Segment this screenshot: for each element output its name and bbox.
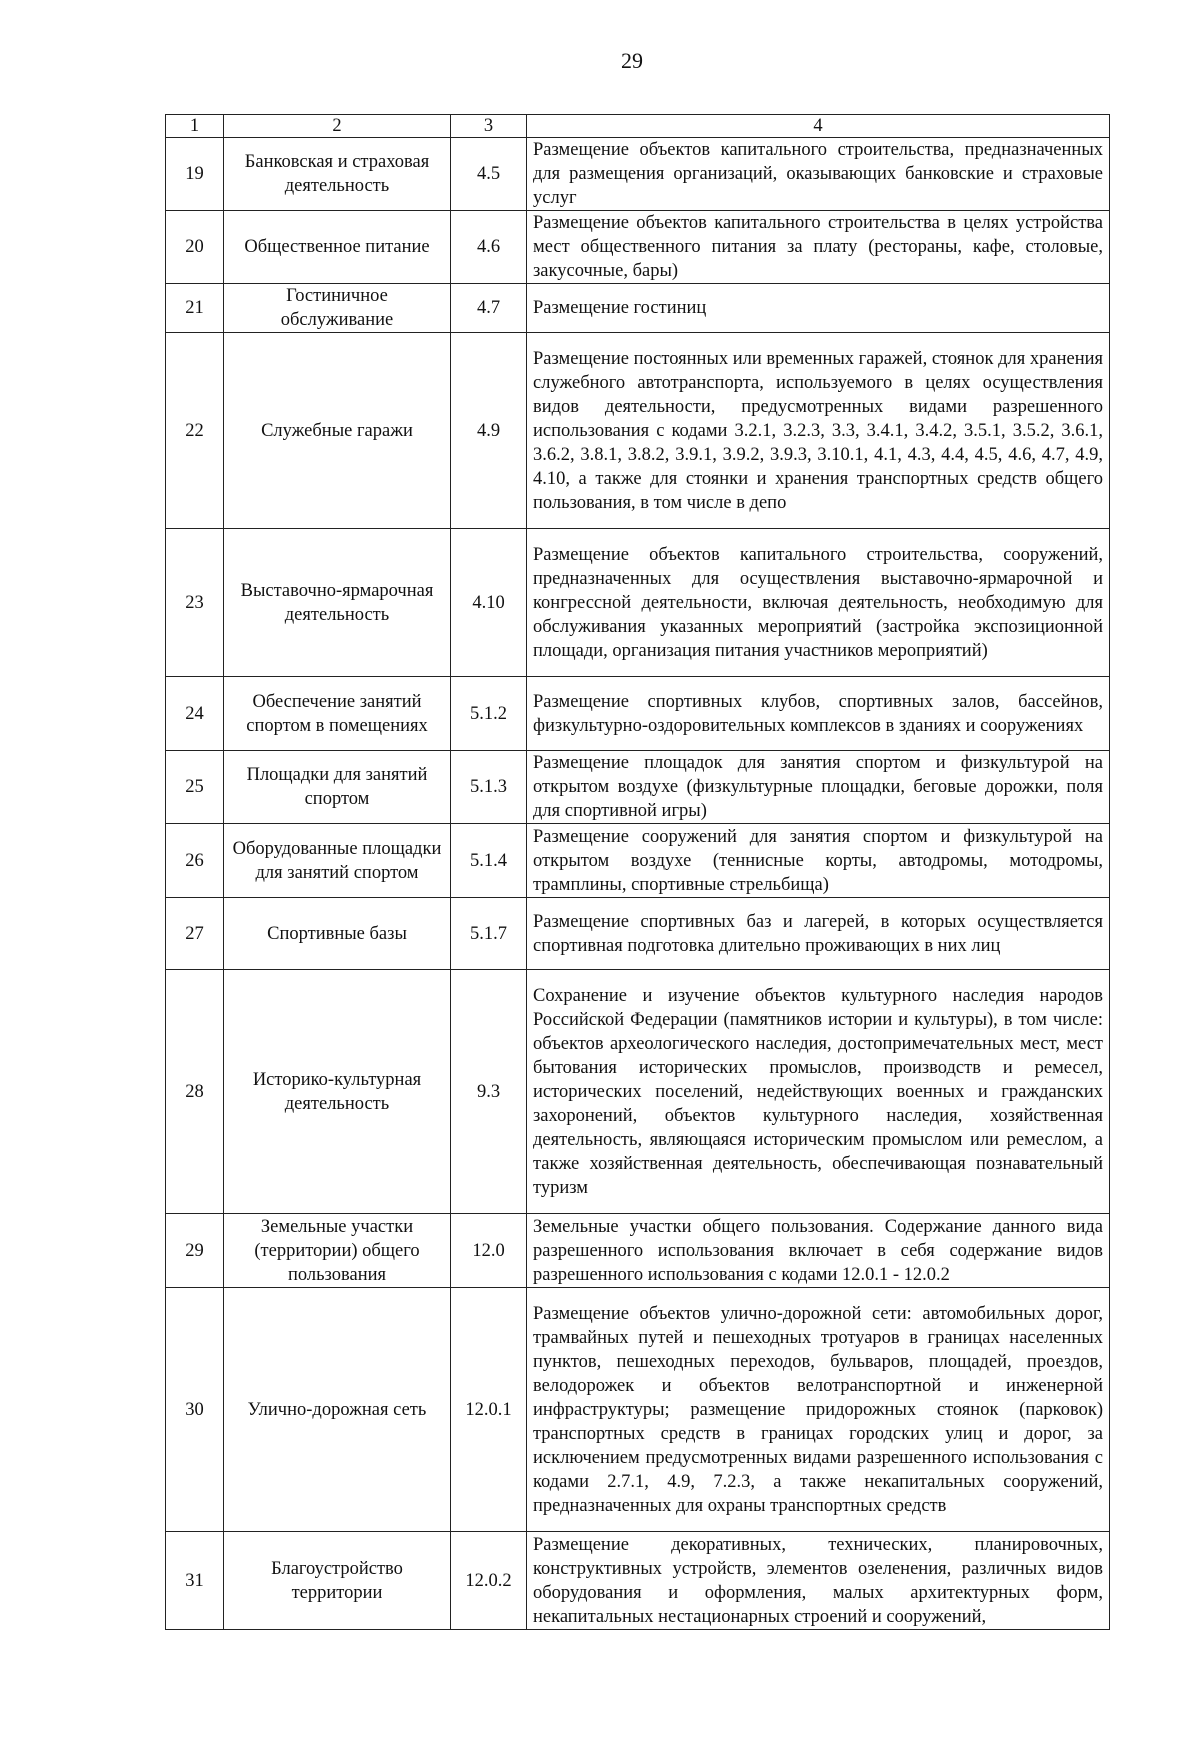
land-use-code: 5.1.7 bbox=[451, 898, 527, 970]
land-use-code: 4.6 bbox=[451, 211, 527, 284]
table-row bbox=[166, 824, 1110, 898]
table-row bbox=[166, 211, 1110, 284]
land-use-description: Размещение объектов капитального строительства в целях устройства мест общественного питания за плату (рестораны, кафе, столовые, закусочные, бары) bbox=[527, 211, 1110, 284]
land-use-description: Размещение гостиниц bbox=[527, 284, 1110, 333]
column-header-code: 3 bbox=[451, 115, 527, 138]
land-use-code: 12.0 bbox=[451, 1214, 527, 1288]
table-row bbox=[166, 333, 1110, 529]
land-use-code: 5.1.3 bbox=[451, 751, 527, 824]
row-number: 19 bbox=[166, 138, 224, 211]
land-use-name: Гостиничное обслуживание bbox=[224, 284, 451, 333]
table-row bbox=[166, 1532, 1110, 1630]
land-use-name: Улично-дорожная сеть bbox=[224, 1288, 451, 1532]
header-row bbox=[166, 115, 1110, 138]
table-row bbox=[166, 970, 1110, 1214]
land-use-description: Размещение сооружений для занятия спортом и физкультурой на открытом воздухе (теннисные корты, автодромы, мотодромы, трамплины, спортивные стрельбища) bbox=[527, 824, 1110, 898]
row-number: 26 bbox=[166, 824, 224, 898]
land-use-description: Размещение объектов улично-дорожной сети: автомобильных дорог, трамвайных путей и пешеходных тротуаров в границах населенных пунктов, пешеходных переходов, бульваров, площадей, проездов, велодорожек и объектов велотранспортной и инженерной инфраструктуры; размещение придорожных стоянок (парковок) транспортных средств в границах городских улиц и дорог, за исключением предусмотренных видами разрешенного использования с кодами 2.7.1, 4.9, 7.2.3, а также некапитальных сооружений, предназначенных для охраны транспортных средств bbox=[527, 1288, 1110, 1532]
land-use-code: 9.3 bbox=[451, 970, 527, 1214]
land-use-name: Оборудованные площадки для занятий спортом bbox=[224, 824, 451, 898]
land-use-name: Служебные гаражи bbox=[224, 333, 451, 529]
land-use-description: Размещение объектов капитального строительства, сооружений, предназначенных для осуществления выставочно-ярмарочной и конгрессной деятельности, включая деятельность, необходимую для обслуживания указанных мероприятий (застройка экспозиционной площади, организация питания участников мероприятий) bbox=[527, 529, 1110, 677]
land-use-name: Историко-культурная деятельность bbox=[224, 970, 451, 1214]
land-use-code: 4.9 bbox=[451, 333, 527, 529]
land-use-code: 4.10 bbox=[451, 529, 527, 677]
table-row bbox=[166, 138, 1110, 211]
land-use-description: Размещение постоянных или временных гаражей, стоянок для хранения служебного автотранспорта, используемого в целях осуществления видов деятельности, предусмотренных видами разрешенного использования с кодами 3.2.1, 3.2.3, 3.3, 3.4.1, 3.4.2, 3.5.1, 3.5.2, 3.6.1, 3.6.2, 3.8.1, 3.8.2, 3.9.1, 3.9.2, 3.9.3, 3.10.1, 4.1, 4.3, 4.4, 4.5, 4.6, 4.7, 4.9, 4.10, а также для стоянки и хранения транспортных средств общего пользования, в том числе в депо bbox=[527, 333, 1110, 529]
page-number: 29 bbox=[621, 48, 643, 73]
table-row bbox=[166, 677, 1110, 751]
land-use-description: Размещение объектов капитального строительства, предназначенных для размещения организаций, оказывающих банковские и страховые услуг bbox=[527, 138, 1110, 211]
land-use-code: 5.1.2 bbox=[451, 677, 527, 751]
land-use-code: 12.0.2 bbox=[451, 1532, 527, 1630]
land-use-description: Сохранение и изучение объектов культурного наследия народов Российской Федерации (памятников истории и культуры), в том числе: объектов археологического наследия, достопримечательных мест, мест бытования исторических промыслов, производств и ремесел, исторических поселений, недействующих военных и гражданских захоронений, объектов культурного наследия, хозяйственная деятельность, являющаяся историческим промыслом или ремеслом, а также хозяйственная деятельность, обеспечивающая познавательный туризм bbox=[527, 970, 1110, 1214]
land-use-name: Благоустройство территории bbox=[224, 1532, 451, 1630]
land-use-code: 4.7 bbox=[451, 284, 527, 333]
land-use-code: 5.1.4 bbox=[451, 824, 527, 898]
table-row bbox=[166, 751, 1110, 824]
land-use-table bbox=[165, 114, 1110, 1630]
table-row bbox=[166, 284, 1110, 333]
row-number: 27 bbox=[166, 898, 224, 970]
land-use-description: Размещение спортивных баз и лагерей, в которых осуществляется спортивная подготовка длительно проживающих в них лиц bbox=[527, 898, 1110, 970]
land-use-code: 4.5 bbox=[451, 138, 527, 211]
land-use-name: Земельные участки (территории) общего пользования bbox=[224, 1214, 451, 1288]
land-use-name: Выставочно-ярмарочная деятельность bbox=[224, 529, 451, 677]
land-use-code: 12.0.1 bbox=[451, 1288, 527, 1532]
land-use-name: Обеспечение занятий спортом в помещениях bbox=[224, 677, 451, 751]
row-number: 21 bbox=[166, 284, 224, 333]
land-use-description: Земельные участки общего пользования. Содержание данного вида разрешенного использования включает в себя содержание видов разрешенного использования с кодами 12.0.1 - 12.0.2 bbox=[527, 1214, 1110, 1288]
row-number: 22 bbox=[166, 333, 224, 529]
column-header-number: 1 bbox=[166, 115, 224, 138]
row-number: 23 bbox=[166, 529, 224, 677]
column-header-description: 4 bbox=[527, 115, 1110, 138]
row-number: 20 bbox=[166, 211, 224, 284]
table-row bbox=[166, 529, 1110, 677]
land-use-description: Размещение спортивных клубов, спортивных залов, бассейнов, физкультурно-оздоровительных комплексов в зданиях и сооружениях bbox=[527, 677, 1110, 751]
table-row bbox=[166, 1288, 1110, 1532]
row-number: 24 bbox=[166, 677, 224, 751]
land-use-name: Банковская и страховая деятельность bbox=[224, 138, 451, 211]
land-use-name: Спортивные базы bbox=[224, 898, 451, 970]
table-row bbox=[166, 898, 1110, 970]
row-number: 29 bbox=[166, 1214, 224, 1288]
row-number: 30 bbox=[166, 1288, 224, 1532]
land-use-description: Размещение декоративных, технических, планировочных, конструктивных устройств, элементов озеленения, различных видов оборудования и оформления, малых архитектурных форм, некапитальных нестационарных строений и сооружений, bbox=[527, 1532, 1110, 1630]
row-number: 28 bbox=[166, 970, 224, 1214]
land-use-name: Площадки для занятий спортом bbox=[224, 751, 451, 824]
table-row bbox=[166, 1214, 1110, 1288]
row-number: 31 bbox=[166, 1532, 224, 1630]
land-use-description: Размещение площадок для занятия спортом и физкультурой на открытом воздухе (физкультурные площадки, беговые дорожки, поля для спортивной игры) bbox=[527, 751, 1110, 824]
column-header-name: 2 bbox=[224, 115, 451, 138]
row-number: 25 bbox=[166, 751, 224, 824]
land-use-name: Общественное питание bbox=[224, 211, 451, 284]
